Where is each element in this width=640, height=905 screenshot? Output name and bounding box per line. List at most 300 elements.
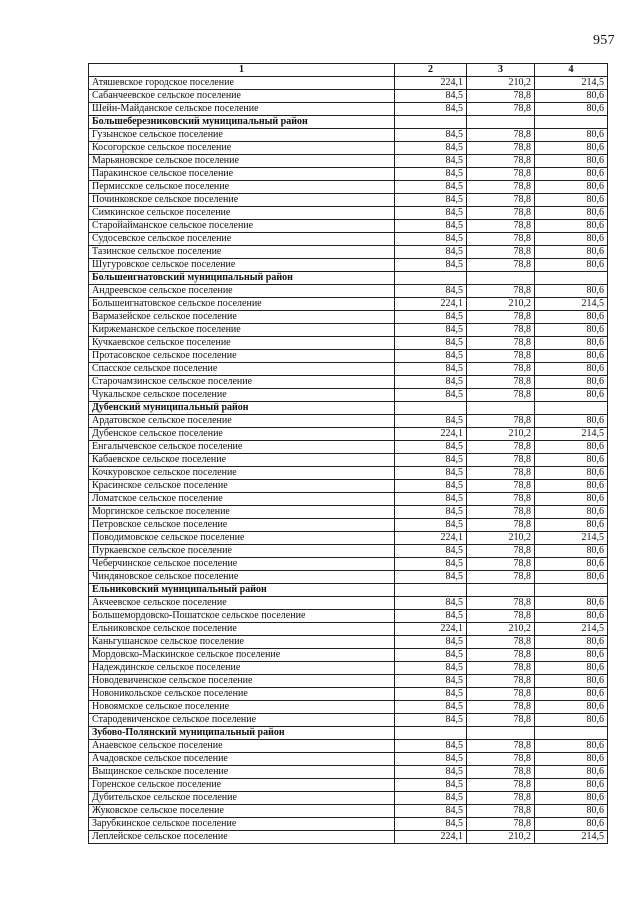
value-cell-v3: 78,8	[467, 766, 535, 779]
value-cell-v2: 84,5	[395, 636, 467, 649]
table-row	[89, 298, 608, 311]
settlement-name: Енгалычевское сельское поселение	[89, 441, 395, 454]
settlement-name: Чукальское сельское поселение	[89, 389, 395, 402]
table-row	[89, 701, 608, 714]
value-cell-v2: 84,5	[395, 337, 467, 350]
table-row	[89, 597, 608, 610]
value-cell-v4: 80,6	[535, 740, 608, 753]
value-cell-v3	[467, 116, 535, 129]
settlement-name: Судосевское сельское поселение	[89, 233, 395, 246]
table-row	[89, 155, 608, 168]
settlement-name: Пермисское сельское поселение	[89, 181, 395, 194]
value-cell-v2: 84,5	[395, 155, 467, 168]
table-row	[89, 90, 608, 103]
value-cell-v3: 78,8	[467, 246, 535, 259]
value-cell-v4: 80,6	[535, 493, 608, 506]
value-cell-v4: 80,6	[535, 467, 608, 480]
table-row	[89, 662, 608, 675]
value-cell-v4: 80,6	[535, 675, 608, 688]
value-cell-v2: 224,1	[395, 831, 467, 844]
value-cell-v2: 84,5	[395, 441, 467, 454]
value-cell-v3: 78,8	[467, 142, 535, 155]
settlement-name: Симкинское сельское поселение	[89, 207, 395, 220]
value-cell-v3: 78,8	[467, 363, 535, 376]
value-cell-v2	[395, 727, 467, 740]
value-cell-v2: 84,5	[395, 415, 467, 428]
value-cell-v3: 78,8	[467, 324, 535, 337]
value-cell-v2: 84,5	[395, 714, 467, 727]
table-row	[89, 285, 608, 298]
value-cell-v3: 78,8	[467, 441, 535, 454]
value-cell-v3: 78,8	[467, 701, 535, 714]
value-cell-v3: 78,8	[467, 181, 535, 194]
settlement-name: Шугуровское сельское поселение	[89, 259, 395, 272]
value-cell-v3: 78,8	[467, 194, 535, 207]
value-cell-v2: 224,1	[395, 428, 467, 441]
value-cell-v4	[535, 402, 608, 415]
table-row	[89, 129, 608, 142]
value-cell-v2: 84,5	[395, 792, 467, 805]
table-row	[89, 610, 608, 623]
table-row	[89, 636, 608, 649]
settlement-name: Зарубкинское сельское поселение	[89, 818, 395, 831]
table-row	[89, 389, 608, 402]
table-row	[89, 181, 608, 194]
table-row	[89, 246, 608, 259]
value-cell-v2: 84,5	[395, 233, 467, 246]
settlement-name: Андреевское сельское поселение	[89, 285, 395, 298]
value-cell-v2: 84,5	[395, 480, 467, 493]
value-cell-v2: 84,5	[395, 220, 467, 233]
settlement-name: Анаевское сельское поселение	[89, 740, 395, 753]
value-cell-v4: 214,5	[535, 298, 608, 311]
value-cell-v3: 78,8	[467, 740, 535, 753]
table-row	[89, 545, 608, 558]
table-row	[89, 558, 608, 571]
value-cell-v2: 84,5	[395, 363, 467, 376]
value-cell-v3: 210,2	[467, 428, 535, 441]
value-cell-v4: 80,6	[535, 155, 608, 168]
value-cell-v4: 80,6	[535, 441, 608, 454]
settlement-name: Новоникольское сельское поселение	[89, 688, 395, 701]
value-cell-v3: 78,8	[467, 454, 535, 467]
value-cell-v2: 84,5	[395, 168, 467, 181]
table-row	[89, 493, 608, 506]
settlement-name: Красинское сельское поселение	[89, 480, 395, 493]
value-cell-v4: 80,6	[535, 337, 608, 350]
settlement-name: Надеждинское сельское поселение	[89, 662, 395, 675]
value-cell-v4: 214,5	[535, 532, 608, 545]
table-row	[89, 675, 608, 688]
value-cell-v3: 78,8	[467, 259, 535, 272]
value-cell-v4: 80,6	[535, 363, 608, 376]
value-cell-v3: 78,8	[467, 480, 535, 493]
value-cell-v3: 78,8	[467, 805, 535, 818]
value-cell-v4: 80,6	[535, 389, 608, 402]
value-cell-v3: 78,8	[467, 493, 535, 506]
settlement-name: Леплейское сельское поселение	[89, 831, 395, 844]
table-row	[89, 818, 608, 831]
value-cell-v4: 214,5	[535, 77, 608, 90]
table-row	[89, 233, 608, 246]
district-name: Ельниковский муниципальный район	[89, 584, 395, 597]
value-cell-v3: 78,8	[467, 714, 535, 727]
value-cell-v2: 224,1	[395, 298, 467, 311]
table-row	[89, 480, 608, 493]
table-row	[89, 207, 608, 220]
value-cell-v4: 80,6	[535, 545, 608, 558]
value-cell-v2: 84,5	[395, 207, 467, 220]
value-cell-v3: 210,2	[467, 623, 535, 636]
settlement-name: Марьяновское сельское поселение	[89, 155, 395, 168]
value-cell-v4: 80,6	[535, 220, 608, 233]
value-cell-v2: 84,5	[395, 376, 467, 389]
value-cell-v3: 78,8	[467, 467, 535, 480]
value-cell-v3: 78,8	[467, 519, 535, 532]
value-cell-v3: 78,8	[467, 350, 535, 363]
value-cell-v2: 84,5	[395, 701, 467, 714]
district-section-row	[89, 402, 608, 415]
settlement-name: Гузынское сельское поселение	[89, 129, 395, 142]
value-cell-v2: 84,5	[395, 545, 467, 558]
value-cell-v4: 80,6	[535, 142, 608, 155]
value-cell-v4: 80,6	[535, 415, 608, 428]
settlement-name: Каньгушанское сельское поселение	[89, 636, 395, 649]
value-cell-v2: 84,5	[395, 103, 467, 116]
value-cell-v3: 78,8	[467, 753, 535, 766]
table-row	[89, 324, 608, 337]
value-cell-v3: 78,8	[467, 558, 535, 571]
value-cell-v4: 80,6	[535, 454, 608, 467]
value-cell-v2: 84,5	[395, 389, 467, 402]
value-cell-v3: 210,2	[467, 831, 535, 844]
settlement-name: Атяшевское городское поселение	[89, 77, 395, 90]
value-cell-v2: 224,1	[395, 623, 467, 636]
value-cell-v2	[395, 584, 467, 597]
value-cell-v2: 224,1	[395, 532, 467, 545]
table-row	[89, 649, 608, 662]
table-row	[89, 350, 608, 363]
value-cell-v3: 78,8	[467, 168, 535, 181]
value-cell-v3: 210,2	[467, 532, 535, 545]
settlement-name: Выщинское сельское поселение	[89, 766, 395, 779]
value-cell-v2: 84,5	[395, 194, 467, 207]
value-cell-v3: 78,8	[467, 90, 535, 103]
settlement-name: Спасское сельское поселение	[89, 363, 395, 376]
value-cell-v2: 84,5	[395, 779, 467, 792]
settlement-name: Поводимовское сельское поселение	[89, 532, 395, 545]
table-row	[89, 142, 608, 155]
table-row	[89, 220, 608, 233]
value-cell-v4: 80,6	[535, 558, 608, 571]
value-cell-v2: 84,5	[395, 662, 467, 675]
table-row	[89, 623, 608, 636]
value-cell-v4: 80,6	[535, 688, 608, 701]
settlement-name: Петровское сельское поселение	[89, 519, 395, 532]
value-cell-v4: 80,6	[535, 779, 608, 792]
value-cell-v4	[535, 727, 608, 740]
table-row	[89, 77, 608, 90]
value-cell-v2: 84,5	[395, 324, 467, 337]
value-cell-v3: 78,8	[467, 792, 535, 805]
page-number: 957	[593, 33, 615, 48]
settlement-name: Мордовско-Маскинское сельское поселение	[89, 649, 395, 662]
value-cell-v3: 78,8	[467, 649, 535, 662]
table-row	[89, 831, 608, 844]
value-cell-v2: 84,5	[395, 259, 467, 272]
settlement-name: Сабанчеевское сельское поселение	[89, 90, 395, 103]
value-cell-v4: 80,6	[535, 194, 608, 207]
value-cell-v4: 80,6	[535, 350, 608, 363]
value-cell-v2: 84,5	[395, 454, 467, 467]
table-body	[89, 64, 608, 844]
value-cell-v2: 84,5	[395, 675, 467, 688]
value-cell-v3: 78,8	[467, 415, 535, 428]
table-row	[89, 467, 608, 480]
value-cell-v3: 78,8	[467, 311, 535, 324]
value-cell-v4: 80,6	[535, 519, 608, 532]
settlement-name: Новодевиченское сельское поселение	[89, 675, 395, 688]
value-cell-v2: 84,5	[395, 740, 467, 753]
settlement-name: Косогорское сельское поселение	[89, 142, 395, 155]
value-cell-v4: 80,6	[535, 181, 608, 194]
value-cell-v2	[395, 116, 467, 129]
settlement-name: Большемордовско-Пошатское сельское поселение	[89, 610, 395, 623]
settlement-name: Большеигнатовское сельское поселение	[89, 298, 395, 311]
value-cell-v2: 84,5	[395, 350, 467, 363]
value-cell-v3: 78,8	[467, 233, 535, 246]
settlement-name: Шейн-Майданское сельское поселение	[89, 103, 395, 116]
settlement-name: Ардатовское сельское поселение	[89, 415, 395, 428]
value-cell-v4: 80,6	[535, 571, 608, 584]
value-cell-v2	[395, 272, 467, 285]
value-cell-v4: 80,6	[535, 129, 608, 142]
value-cell-v2: 84,5	[395, 90, 467, 103]
value-cell-v4: 80,6	[535, 649, 608, 662]
column-header: 2	[395, 64, 467, 77]
value-cell-v4	[535, 272, 608, 285]
settlement-name: Ачадовское сельское поселение	[89, 753, 395, 766]
settlement-name: Чиндяновское сельское поселение	[89, 571, 395, 584]
settlement-name: Чеберчинское сельское поселение	[89, 558, 395, 571]
settlement-name: Вармазейское сельское поселение	[89, 311, 395, 324]
settlement-name: Кучкаевское сельское поселение	[89, 337, 395, 350]
value-cell-v3: 78,8	[467, 389, 535, 402]
value-cell-v2: 84,5	[395, 766, 467, 779]
value-cell-v2: 84,5	[395, 467, 467, 480]
value-cell-v2	[395, 402, 467, 415]
table-row	[89, 805, 608, 818]
value-cell-v3: 78,8	[467, 636, 535, 649]
value-cell-v3: 78,8	[467, 688, 535, 701]
value-cell-v3: 78,8	[467, 779, 535, 792]
value-cell-v4	[535, 116, 608, 129]
district-name: Дубенский муниципальный район	[89, 402, 395, 415]
column-header: 4	[535, 64, 608, 77]
value-cell-v4: 80,6	[535, 662, 608, 675]
table-row	[89, 454, 608, 467]
value-cell-v4: 80,6	[535, 311, 608, 324]
settlement-name: Стародевиченское сельское поселение	[89, 714, 395, 727]
table-row	[89, 714, 608, 727]
settlement-name: Починковское сельское поселение	[89, 194, 395, 207]
value-cell-v2: 84,5	[395, 519, 467, 532]
value-cell-v2: 84,5	[395, 649, 467, 662]
value-cell-v2: 84,5	[395, 610, 467, 623]
table-row	[89, 103, 608, 116]
value-cell-v4: 80,6	[535, 233, 608, 246]
settlement-name: Ломатское сельское поселение	[89, 493, 395, 506]
settlement-name: Кабаевское сельское поселение	[89, 454, 395, 467]
value-cell-v2: 84,5	[395, 753, 467, 766]
table-row	[89, 415, 608, 428]
settlement-name: Киржеманское сельское поселение	[89, 324, 395, 337]
table-row	[89, 363, 608, 376]
settlement-name: Кочкуровское сельское поселение	[89, 467, 395, 480]
value-cell-v3: 210,2	[467, 77, 535, 90]
district-section-row	[89, 116, 608, 129]
value-cell-v4: 80,6	[535, 753, 608, 766]
table-row	[89, 311, 608, 324]
value-cell-v4: 80,6	[535, 376, 608, 389]
value-cell-v2: 84,5	[395, 311, 467, 324]
allocation-table	[88, 63, 608, 844]
settlement-name: Акчеевское сельское поселение	[89, 597, 395, 610]
value-cell-v4: 214,5	[535, 831, 608, 844]
value-cell-v2: 84,5	[395, 597, 467, 610]
value-cell-v4: 80,6	[535, 207, 608, 220]
value-cell-v3: 78,8	[467, 571, 535, 584]
value-cell-v3: 78,8	[467, 675, 535, 688]
value-cell-v3: 78,8	[467, 103, 535, 116]
value-cell-v4: 80,6	[535, 246, 608, 259]
table-row	[89, 441, 608, 454]
table-row	[89, 194, 608, 207]
district-name: Большеберезниковский муниципальный район	[89, 116, 395, 129]
value-cell-v2: 84,5	[395, 805, 467, 818]
settlement-name: Жуковское сельское поселение	[89, 805, 395, 818]
value-cell-v3: 78,8	[467, 129, 535, 142]
value-cell-v3: 78,8	[467, 337, 535, 350]
column-header: 1	[89, 64, 395, 77]
table-row	[89, 376, 608, 389]
value-cell-v4: 80,6	[535, 701, 608, 714]
value-cell-v2: 84,5	[395, 181, 467, 194]
value-cell-v3: 78,8	[467, 155, 535, 168]
value-cell-v3: 78,8	[467, 506, 535, 519]
value-cell-v3: 210,2	[467, 298, 535, 311]
district-name: Большеигнатовский муниципальный район	[89, 272, 395, 285]
table-row	[89, 428, 608, 441]
table-row	[89, 688, 608, 701]
value-cell-v4	[535, 584, 608, 597]
value-cell-v4: 80,6	[535, 766, 608, 779]
district-section-row	[89, 727, 608, 740]
value-cell-v4: 80,6	[535, 285, 608, 298]
value-cell-v2: 84,5	[395, 558, 467, 571]
settlement-name: Дубительское сельское поселение	[89, 792, 395, 805]
value-cell-v2: 84,5	[395, 246, 467, 259]
table-row	[89, 259, 608, 272]
settlement-name: Дубенское сельское поселение	[89, 428, 395, 441]
value-cell-v4: 80,6	[535, 610, 608, 623]
value-cell-v3	[467, 272, 535, 285]
value-cell-v4: 214,5	[535, 428, 608, 441]
value-cell-v3	[467, 402, 535, 415]
value-cell-v2: 84,5	[395, 818, 467, 831]
settlement-name: Пуркаевское сельское поселение	[89, 545, 395, 558]
value-cell-v3	[467, 584, 535, 597]
value-cell-v2: 84,5	[395, 571, 467, 584]
table-row	[89, 792, 608, 805]
value-cell-v4: 80,6	[535, 818, 608, 831]
value-cell-v2: 84,5	[395, 142, 467, 155]
value-cell-v3: 78,8	[467, 285, 535, 298]
table-row	[89, 168, 608, 181]
settlement-name: Ельниковское сельское поселение	[89, 623, 395, 636]
value-cell-v3: 78,8	[467, 207, 535, 220]
table-row	[89, 337, 608, 350]
value-cell-v4: 80,6	[535, 103, 608, 116]
table-row	[89, 532, 608, 545]
settlement-name: Новоямское сельское поселение	[89, 701, 395, 714]
value-cell-v3: 78,8	[467, 818, 535, 831]
settlement-name: Паракинское сельское поселение	[89, 168, 395, 181]
value-cell-v2: 84,5	[395, 493, 467, 506]
value-cell-v3: 78,8	[467, 545, 535, 558]
settlement-name: Горенское сельское поселение	[89, 779, 395, 792]
settlement-name: Старойайманское сельское поселение	[89, 220, 395, 233]
district-name: Зубово-Полянский муниципальный район	[89, 727, 395, 740]
value-cell-v4: 80,6	[535, 506, 608, 519]
table-header-row	[89, 64, 608, 77]
value-cell-v3	[467, 727, 535, 740]
value-cell-v2: 224,1	[395, 77, 467, 90]
table-row	[89, 766, 608, 779]
table-row	[89, 740, 608, 753]
value-cell-v4: 80,6	[535, 805, 608, 818]
settlement-name: Старочамзинское сельское поселение	[89, 376, 395, 389]
value-cell-v3: 78,8	[467, 376, 535, 389]
value-cell-v4: 80,6	[535, 168, 608, 181]
value-cell-v4: 80,6	[535, 636, 608, 649]
value-cell-v4: 80,6	[535, 90, 608, 103]
column-header: 3	[467, 64, 535, 77]
value-cell-v3: 78,8	[467, 220, 535, 233]
table-row	[89, 753, 608, 766]
table-row	[89, 519, 608, 532]
table-row	[89, 571, 608, 584]
value-cell-v3: 78,8	[467, 610, 535, 623]
value-cell-v4: 80,6	[535, 597, 608, 610]
value-cell-v4: 80,6	[535, 480, 608, 493]
value-cell-v2: 84,5	[395, 506, 467, 519]
value-cell-v3: 78,8	[467, 662, 535, 675]
settlement-name: Моргинское сельское поселение	[89, 506, 395, 519]
value-cell-v2: 84,5	[395, 129, 467, 142]
district-section-row	[89, 584, 608, 597]
table-row	[89, 506, 608, 519]
settlement-name: Тазинское сельское поселение	[89, 246, 395, 259]
value-cell-v2: 84,5	[395, 688, 467, 701]
value-cell-v4: 80,6	[535, 324, 608, 337]
district-section-row	[89, 272, 608, 285]
settlement-name: Протасовское сельское поселение	[89, 350, 395, 363]
value-cell-v4: 214,5	[535, 623, 608, 636]
value-cell-v2: 84,5	[395, 285, 467, 298]
value-cell-v4: 80,6	[535, 792, 608, 805]
value-cell-v4: 80,6	[535, 259, 608, 272]
